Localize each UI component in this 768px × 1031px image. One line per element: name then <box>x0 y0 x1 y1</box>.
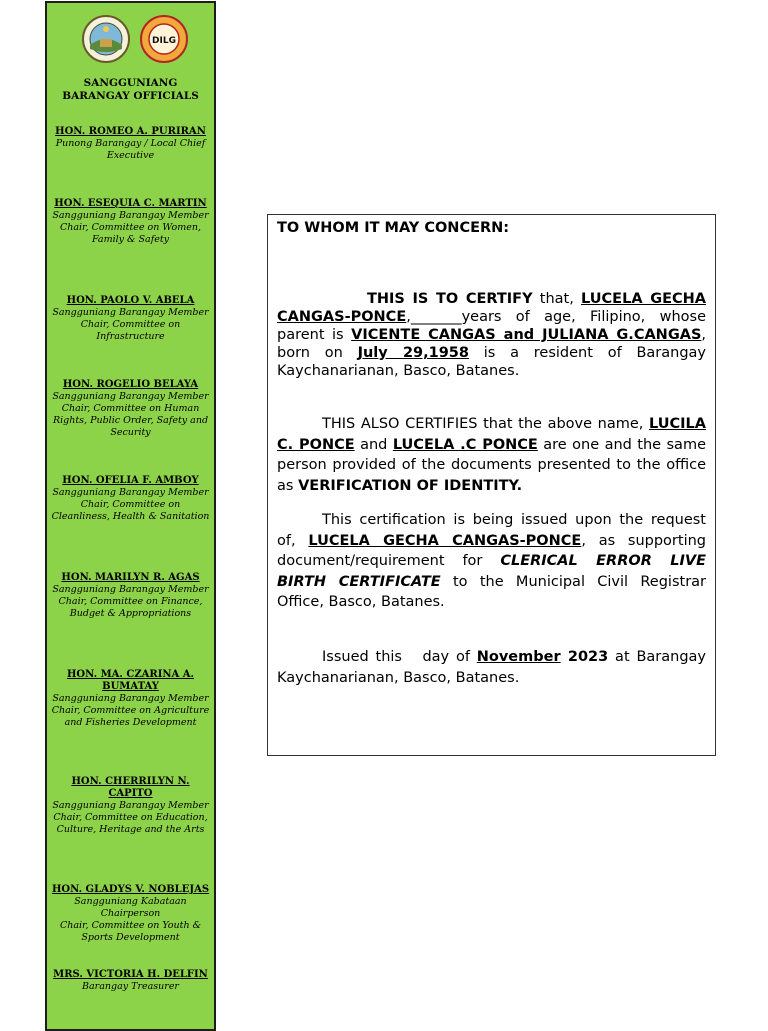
alias-name-1: LUCILA C. PONCE <box>277 416 706 453</box>
official-name: HON. PAOLO V. ABELA <box>66 295 195 306</box>
birth-date: July 29,1958 <box>357 345 469 361</box>
text: This certification is being issued upon the request of, <box>277 512 706 549</box>
official-role: Sangguniang Barangay Member Chair, Committee on Finance, Budget & Appropriations <box>52 584 209 619</box>
official-role: Punong Barangay / Local Chief Executive <box>55 138 206 161</box>
official-entry <box>51 884 210 944</box>
official-role: Sangguniang Barangay Member Chair, Committee on Human Rights, Public Order, Safety and Security <box>52 391 209 438</box>
issue-year: 2023 <box>560 649 609 665</box>
official-role: Sangguniang Kabataan Chairperson Chair, Committee on Youth & Sports Development <box>59 896 202 943</box>
official-entry <box>51 295 210 343</box>
text: are one and the same person provided of the documents presented to the office as <box>277 436 706 494</box>
dilg-logo <box>140 15 188 63</box>
official-entry <box>51 969 210 993</box>
salutation: TO WHOM IT MAY CONCERN: <box>277 220 510 236</box>
certificate-box <box>267 214 716 756</box>
officials-sidebar <box>45 1 216 1031</box>
subject-name: LUCELA GECHA CANGAS-PONCE <box>277 291 706 325</box>
text: Issued this day of <box>322 649 477 665</box>
official-role: Sangguniang Barangay Member Chair, Committee on Infrastructure <box>52 307 209 342</box>
official-name: HON. MARILYN R. AGAS <box>61 572 200 583</box>
certify-paragraph <box>277 290 706 380</box>
parents-names: VICENTE CANGAS and JULIANA G.CANGAS <box>351 327 702 343</box>
text: and <box>354 436 393 453</box>
certify-lead: THIS IS TO CERTIFY <box>367 291 533 307</box>
issue-month: November <box>476 649 561 665</box>
official-role: Sangguniang Barangay Member Chair, Committee on Cleanliness, Health & Sanitation <box>51 487 210 522</box>
logos <box>82 15 192 67</box>
text: to the Municipal Civil Registrar Office, Basco, Batanes. <box>277 573 706 610</box>
barangay-seal-icon <box>82 15 130 63</box>
official-name: MRS. VICTORIA H. DELFIN <box>53 969 208 980</box>
issuance-purpose-paragraph <box>277 510 706 613</box>
official-entry <box>51 572 210 620</box>
official-role: Sangguniang Barangay Member Chair, Committee on Education, Culture, Heritage and the Arts <box>52 800 209 835</box>
official-entry <box>51 475 210 523</box>
official-role: Sangguniang Barangay Member Chair, Committee on Women, Family & Safety <box>52 210 209 245</box>
text: , <box>406 309 411 325</box>
alias-name-2: LUCELA .C PONCE <box>392 436 538 453</box>
official-role: Barangay Treasurer <box>82 981 179 992</box>
issued-date-paragraph <box>277 647 706 688</box>
official-entry <box>51 669 210 729</box>
document-type: CLERICAL ERROR LIVE BIRTH CERTIFICATE <box>277 553 706 590</box>
official-entry <box>51 776 210 836</box>
text: at Barangay Kaychanarianan, Basco, Batanes. <box>277 649 706 686</box>
text: is a resident of Barangay Kaychanarianan, Basco, Batanes. <box>277 345 706 379</box>
text: that, <box>532 291 582 307</box>
svg-text:DILG: DILG <box>152 36 176 46</box>
official-role: Sangguniang Barangay Member Chair, Committee on Agriculture and Fisheries Development <box>51 693 210 728</box>
official-entry <box>51 126 210 162</box>
text: , born on <box>277 327 706 361</box>
text: years of age, Filipino, whose parent is <box>277 309 706 343</box>
official-name: HON. CHERRILYN N. CAPITO <box>71 776 190 799</box>
official-name: HON. ROGELIO BELAYA <box>62 379 199 390</box>
officials-heading: SANGGUNIANG BARANGAY OFFICIALS <box>62 77 199 102</box>
purpose: VERIFICATION OF IDENTITY. <box>298 477 523 494</box>
official-name: HON. MA. CZARINA A. BUMATAY <box>66 669 195 692</box>
official-name: HON. ROMEO A. PURIRAN <box>55 126 206 137</box>
official-name: HON. GLADYS V. NOBLEJAS <box>51 884 210 895</box>
age-blank: _______ <box>410 309 462 325</box>
official-entry <box>51 198 210 246</box>
text: THIS ALSO CERTIFIES that the above name, <box>322 416 649 432</box>
official-name: HON. OFELIA F. AMBOY <box>62 475 199 486</box>
text: , as supporting document/requirement for <box>277 532 706 569</box>
official-name: HON. ESEQUIA C. MARTIN <box>54 198 207 209</box>
also-certifies-paragraph <box>277 414 706 496</box>
official-entry <box>51 379 210 439</box>
requester-name: LUCELA GECHA CANGAS-PONCE <box>308 532 582 549</box>
